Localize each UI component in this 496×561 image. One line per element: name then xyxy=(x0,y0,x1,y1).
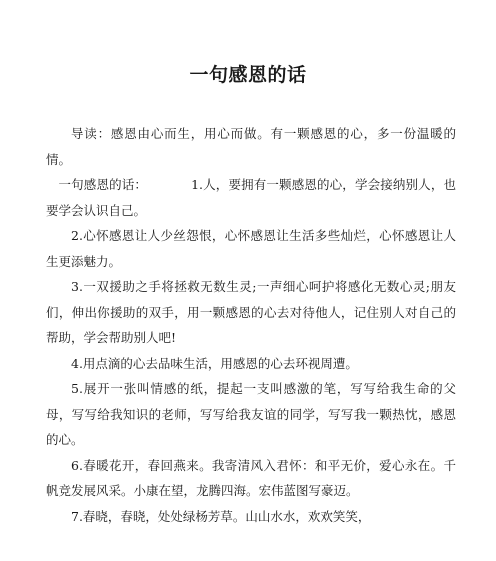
document-body xyxy=(46,121,456,529)
paragraph-5: 5.展开一张叫情感的纸，提起一支叫感激的笔，写写给我生命的父母，写写给我知识的老师，写写给我友谊的同学，写写我一颗热忱，感恩的心。 xyxy=(46,381,456,447)
document-title: 一句感恩的话 xyxy=(189,64,307,86)
lead-paragraph xyxy=(46,172,456,223)
paragraph-2: 2.心怀感恩让人少丝怨恨，心怀感恩让生活多些灿烂，心怀感恩让人生更添魅力。 xyxy=(46,228,456,269)
intro-paragraph: 导读：感恩由心而生，用心而做。有一颗感恩的心，多一份温暖的情。 xyxy=(46,126,456,167)
paragraph-3: 3.一双援助之手将拯救无数生灵;一声细心呵护将感化无数心灵;朋友们，伸出你援助的双手，用一颗感恩的心去对待他人，记住别人对自己的帮助，学会帮助别人吧! xyxy=(46,279,456,345)
paragraph-1: 1.人，要拥有一颗感恩的心，学会接纳别人，也要学会认识自己。 xyxy=(46,177,456,218)
paragraph-4: 4.用点滴的心去品味生活，用感恩的心去环视周遭。 xyxy=(71,355,358,371)
lead-label: 一句感恩的话： xyxy=(58,177,148,192)
paragraph-6: 6.春暖花开，春回燕来。我寄清风入君怀：和平无价，爱心永在。千帆竞发展风采。小康在望，龙腾四海。宏伟蓝图写豪迈。 xyxy=(46,457,456,498)
paragraph-7: 7.春晓，春晓，处处绿杨芳草。山山水水，欢欢笑笑， xyxy=(71,508,371,524)
